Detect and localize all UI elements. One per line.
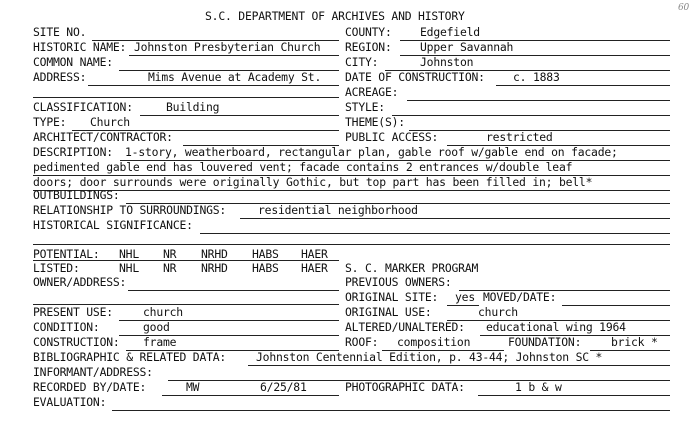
region-label: REGION: (345, 40, 392, 54)
type-value: Church (90, 115, 130, 129)
common-name-label: COMMON NAME: (33, 55, 113, 69)
previous-owners-label: PREVIOUS OWNERS: (345, 275, 452, 289)
recorded-by-date: 6/25/81 (260, 380, 307, 394)
evaluation-label: EVALUATION: (33, 395, 107, 409)
historic-name-line (129, 55, 339, 56)
recorded-by-line (162, 395, 339, 396)
bibliographic-value: Johnston Centennial Edition, p. 43-44; Johnston SC * (256, 350, 603, 364)
construction-value: frame (143, 335, 177, 349)
section-divider-1 (33, 97, 339, 98)
public-access-value: restricted (486, 130, 553, 144)
marker-program-label: S. C. MARKER PROGRAM (345, 261, 479, 275)
description-line-3: doors; door surrounds were originally Gothic, but top part has been filled in; bell* (33, 175, 593, 189)
date-of-construction-value: c. 1883 (513, 70, 560, 84)
form-header: S.C. DEPARTMENT OF ARCHIVES AND HISTORY (205, 9, 465, 23)
themes-label: THEME(S): (345, 115, 405, 129)
historical-significance-label: HISTORICAL SIGNIFICANCE: (33, 218, 193, 232)
acreage-label: ACREAGE: (345, 85, 399, 99)
historic-name-label: HISTORIC NAME: (33, 40, 127, 54)
photographic-data-line (478, 395, 670, 396)
classification-line (140, 115, 339, 116)
historical-significance-line (200, 233, 670, 234)
description-line-2: pedimented gable end has louvered vent; facade contains 2 entrances w/double leaf (33, 160, 573, 174)
address-value: Mims Avenue at Academy St. (148, 70, 322, 84)
roof-value: composition (397, 335, 471, 349)
present-use-label: PRESENT USE: (33, 305, 113, 319)
region-value: Upper Savannah (420, 40, 514, 54)
type-label: TYPE: (33, 115, 67, 129)
foundation-value: brick * (611, 335, 658, 349)
potential-nr: NR (163, 247, 177, 261)
listed-haer: HAER (301, 261, 328, 275)
potential-label: POTENTIAL: (33, 247, 100, 261)
original-use-label: ORIGINAL USE: (345, 305, 432, 319)
corner-mark: 60 (678, 3, 690, 13)
recorded-by-label: RECORDED BY/DATE: (33, 380, 147, 394)
bibliographic-line (248, 365, 670, 366)
original-site-line (447, 305, 479, 306)
description-line-1: 1-story, weatherboard, rectangular plan, gable roof w/gable end on facade; (125, 145, 618, 159)
present-use-value: church (143, 305, 183, 319)
bibliographic-label: BIBLIOGRAPHIC & RELATED DATA: (33, 350, 227, 364)
foundation-label: FOUNDATION: (508, 335, 582, 349)
original-site-label: ORIGINAL SITE: (345, 290, 439, 304)
style-label: STYLE: (345, 100, 385, 114)
condition-label: CONDITION: (33, 320, 100, 334)
relationship-line (240, 218, 670, 219)
owner-address-line (128, 290, 339, 291)
potential-haer: HAER (301, 247, 328, 261)
roof-label: ROOF: (345, 335, 379, 349)
evaluation-line (112, 410, 670, 411)
style-line (392, 115, 670, 116)
photographic-data-label: PHOTOGRAPHIC DATA: (345, 380, 465, 394)
historical-significance-line-2 (33, 244, 670, 245)
potential-nhl: NHL (119, 247, 139, 261)
condition-value: good (143, 320, 170, 334)
potential-nrhd: NRHD (201, 247, 228, 261)
listed-label: LISTED: (33, 261, 80, 275)
address-line (88, 85, 339, 86)
potential-habs: HABS (252, 247, 279, 261)
classification-value: Building (166, 100, 220, 114)
classification-label: CLASSIFICATION: (33, 100, 133, 114)
date-of-construction-label: DATE OF CONSTRUCTION: (345, 70, 485, 84)
city-label: CITY: (345, 55, 379, 69)
recorded-by-initials: MW (186, 380, 200, 394)
construction-label: CONSTRUCTION: (33, 335, 120, 349)
informant-label: INFORMANT/ADDRESS: (33, 365, 153, 379)
county-value: Edgefield (420, 25, 480, 39)
photographic-data-value: 1 b & w (515, 380, 562, 394)
architect-label: ARCHITECT/CONTRACTOR: (33, 130, 173, 144)
altered-value: educational wing 1964 (486, 320, 626, 334)
description-label: DESCRIPTION: (33, 145, 113, 159)
county-label: COUNTY: (345, 25, 392, 39)
relationship-value: residential neighborhood (258, 203, 418, 217)
relationship-label: RELATIONSHIP TO SURROUNDINGS: (33, 203, 227, 217)
historic-name-value: Johnston Presbyterian Church (134, 40, 321, 54)
description-rule-3 (33, 190, 670, 191)
moved-date-line (562, 305, 670, 306)
listed-nr: NR (163, 261, 177, 275)
original-site-value: yes (455, 290, 475, 304)
original-use-value: church (478, 305, 518, 319)
site-no-label: SITE NO. (33, 25, 87, 39)
listed-nhl: NHL (119, 261, 139, 275)
outbuildings-label: OUTBUILDINGS: (33, 188, 120, 202)
altered-label: ALTERED/UNALTERED: (345, 320, 465, 334)
listed-habs: HABS (252, 261, 279, 275)
public-access-label: PUBLIC ACCESS: (345, 130, 439, 144)
city-value: Johnston (420, 55, 474, 69)
acreage-line (407, 100, 670, 101)
listed-nrhd: NRHD (201, 261, 228, 275)
moved-date-label: MOVED/DATE: (483, 290, 557, 304)
date-of-construction-line (496, 85, 670, 86)
address-label: ADDRESS: (33, 70, 87, 84)
owner-address-label: OWNER/ADDRESS: (33, 275, 127, 289)
